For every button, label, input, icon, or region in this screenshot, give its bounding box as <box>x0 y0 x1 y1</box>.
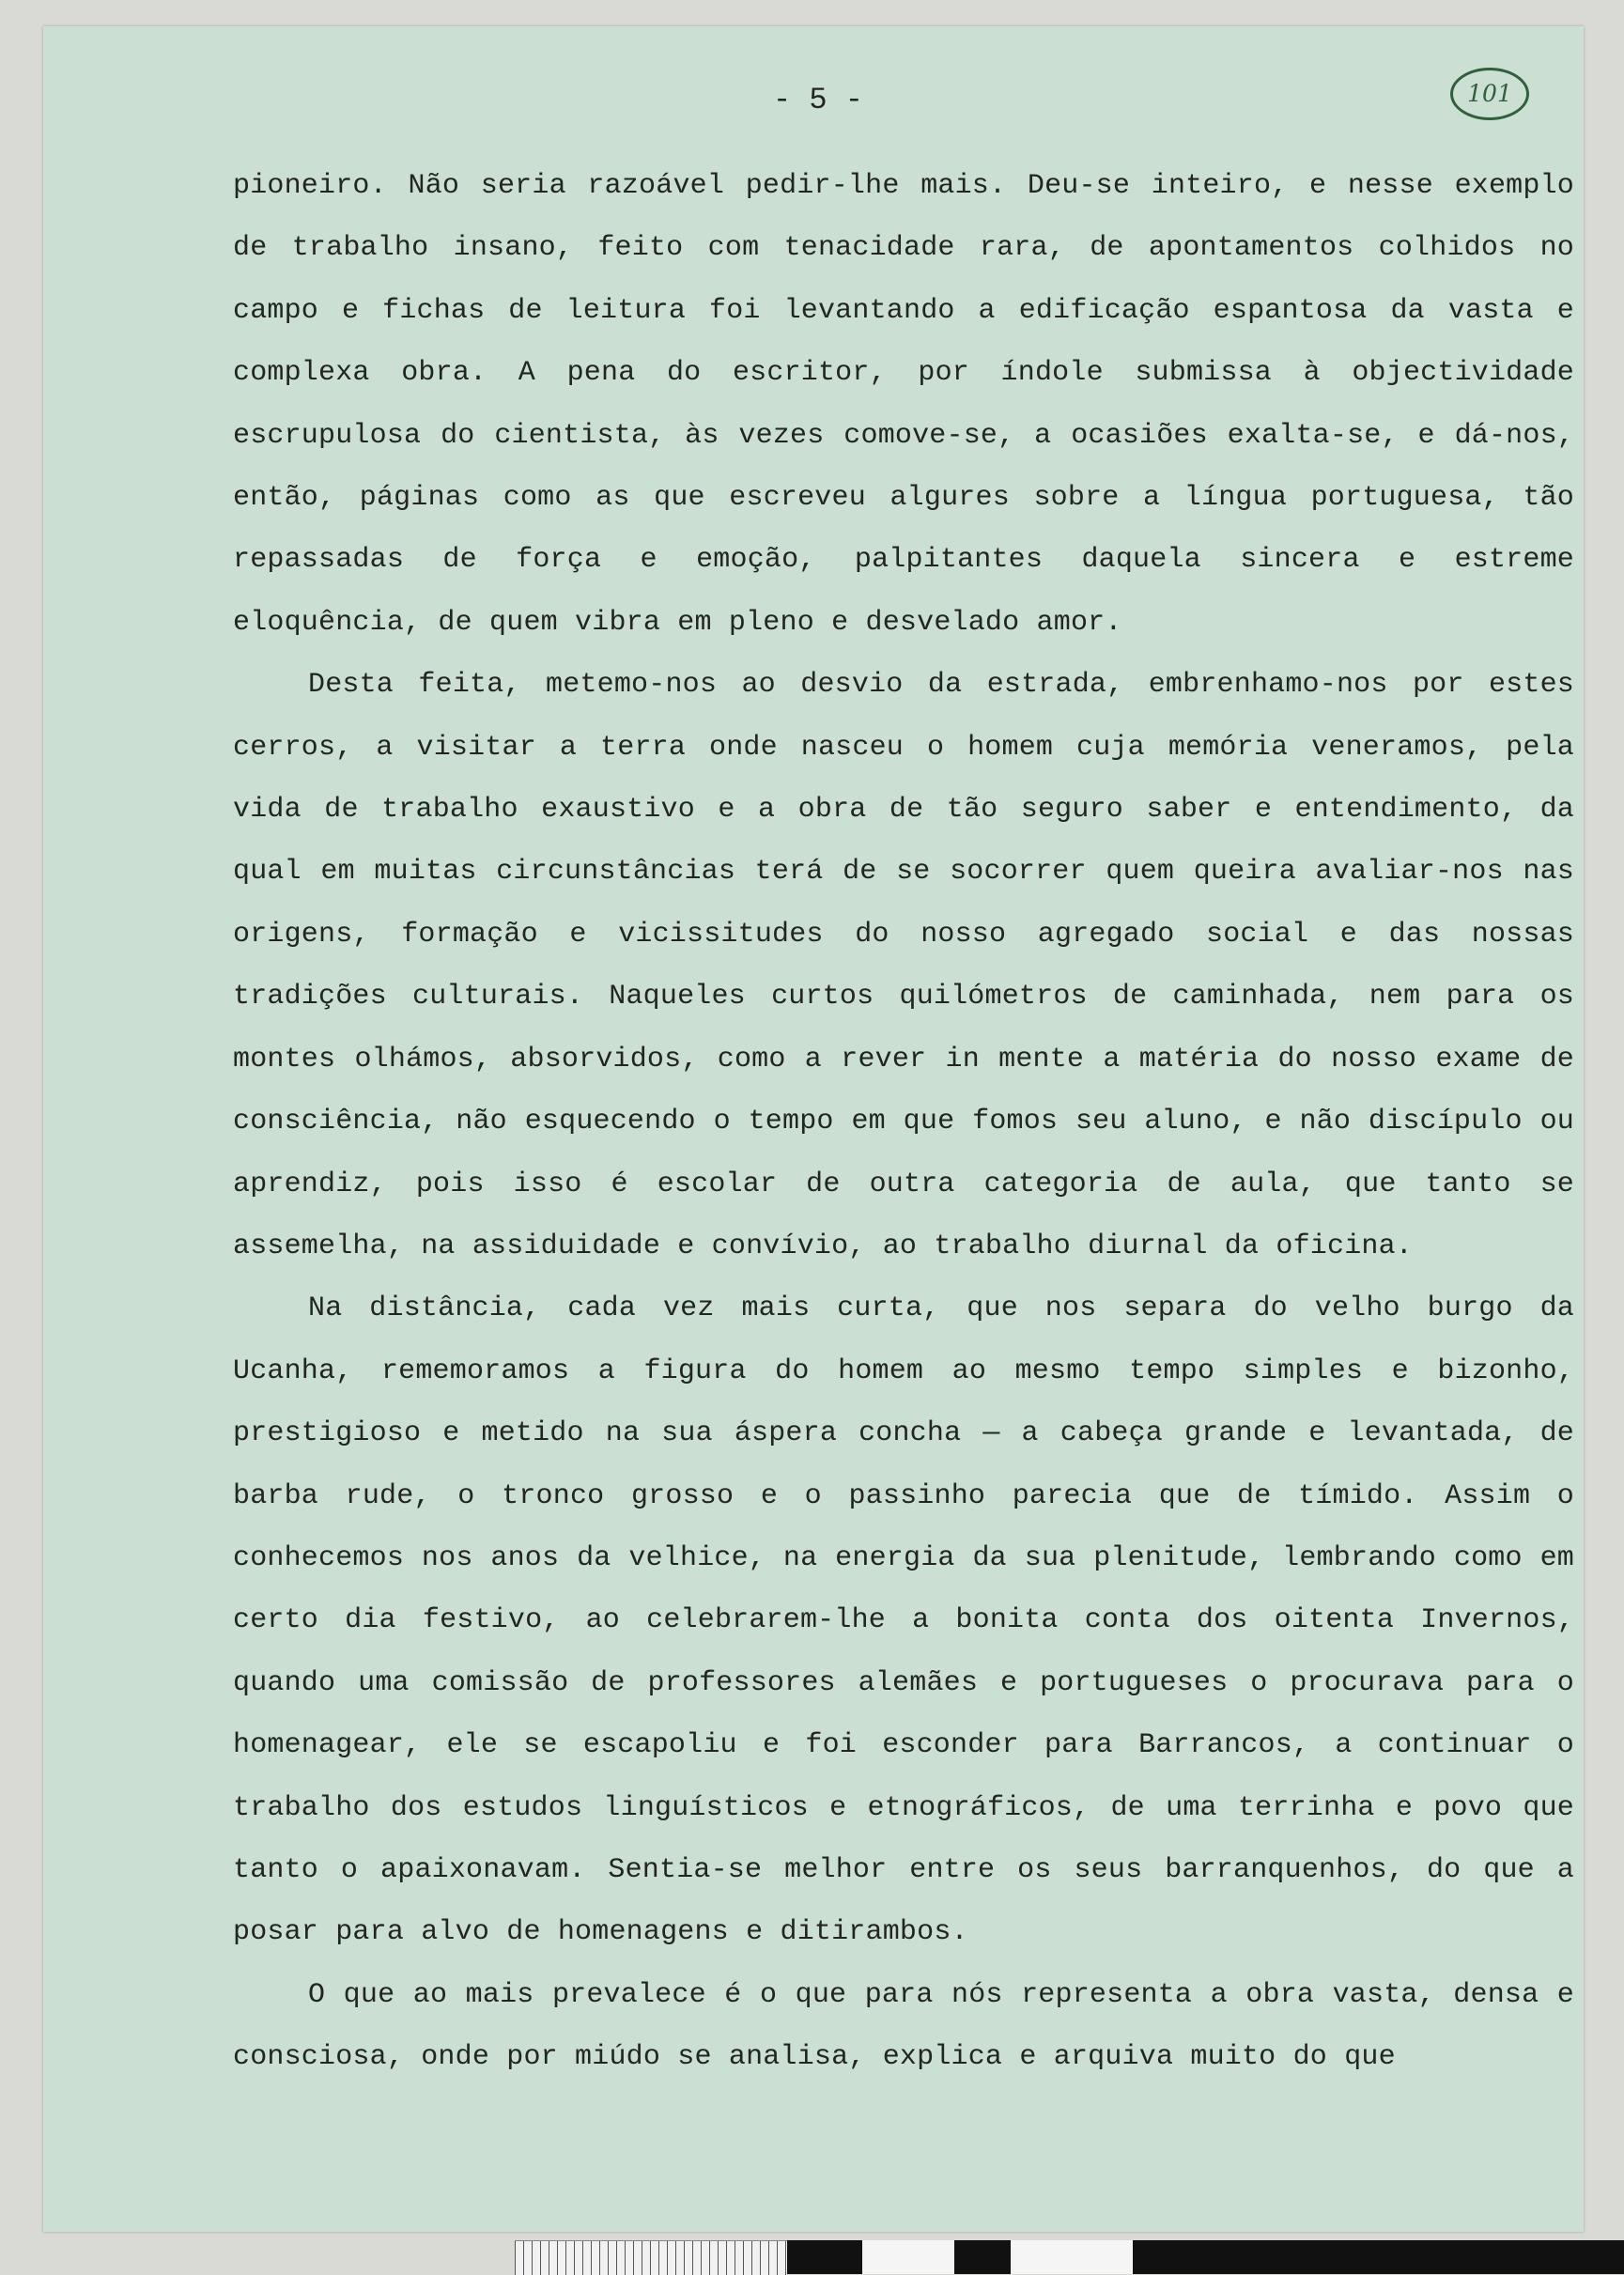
scale-black-segment <box>954 2240 1011 2274</box>
paragraph-1: pioneiro. Não seria razoável pedir-lhe mais. Deu-se inteiro, e nesse exemplo de trabalho insano, feito com tenacidade rara, de apontamentos colhidos no campo e fichas de leitura foi levantando a edificação espantosa da vasta e complexa obra. A pena do escritor, por índole submissa à objectividade escrupulosa do cientista, às vezes comove-se, a ocasiões exalta-se, e dá-nos, então, páginas como as que escreveu algures sobre a língua portuguesa, tão repassadas de força e emoção, palpitantes daquela sincera e estreme eloquência, de quem vibra em pleno e desvelado amor. <box>233 170 1574 639</box>
archive-page-stamp: 101 <box>1450 68 1529 120</box>
scale-white-segment <box>1011 2240 1133 2274</box>
paragraph-2: Desta feita, metemo-nos ao desvio da estrada, embrenhamo-nos por estes cerros, a visitar a terra onde nasceu o homem cuja memória veneramos, pela vida de trabalho exaustivo e a obra de tão seguro saber e entendimento, da qual em muitas circunstâncias terá de se socorrer quem queira avaliar-nos nas origens, formação e vicissitudes do nosso agregado social e das nossas tradições culturais. Naqueles curtos quilómetros de caminhada, nem para os montes olhámos, absorvidos, como a rever in mente a matéria do nosso exame de consciência, não esquecendo o tempo em que fomos seu aluno, e não discípulo ou aprendiz, pois isso é escolar de outra categoria de aula, que tanto se assemelha, na assiduidade e convívio, ao trabalho diurnal da oficina. <box>233 669 1574 1262</box>
scale-ruler <box>515 2240 787 2275</box>
scale-black-segment <box>787 2240 862 2274</box>
paragraph-4: O que ao mais prevalece é o que para nós representa a obra vasta, densa e consciosa, onde por miúdo se analisa, explica e arquiva muito do que <box>233 1978 1574 2074</box>
paragraph-3: Na distância, cada vez mais curta, que nos separa do velho burgo da Ucanha, rememoramos a figura do homem ao mesmo tempo simples e bizonho, prestigioso e metido na sua áspera concha — a cabeça grande e levantada, de barba rude, o tronco grosso e o passinho parecia que de tímido. Assim o conhecemos nos anos da velhice, na energia da sua plenitude, lembrando como em certo dia festivo, ao celebrarem-lhe a bonita conta dos oitenta Invernos, quando uma comissão de professores alemães e portugueses o procurava para o homenagear, ele se escapoliu e foi esconder para Barrancos, a continuar o trabalho dos estudos linguísticos e etnográficos, de uma terrinha e povo que tanto o apaixonavam. Sentia-se melhor entre os seus barranquenhos, do que a posar para alvo de homenagens e ditirambos. <box>233 1292 1574 1949</box>
color-scale-bar <box>515 2240 1624 2274</box>
typewritten-text <box>233 155 1574 2089</box>
document-page <box>43 26 1584 2232</box>
scale-black-segment <box>1133 2240 1624 2274</box>
scale-white-segment <box>862 2240 954 2274</box>
page-number: - 5 - <box>772 83 863 117</box>
